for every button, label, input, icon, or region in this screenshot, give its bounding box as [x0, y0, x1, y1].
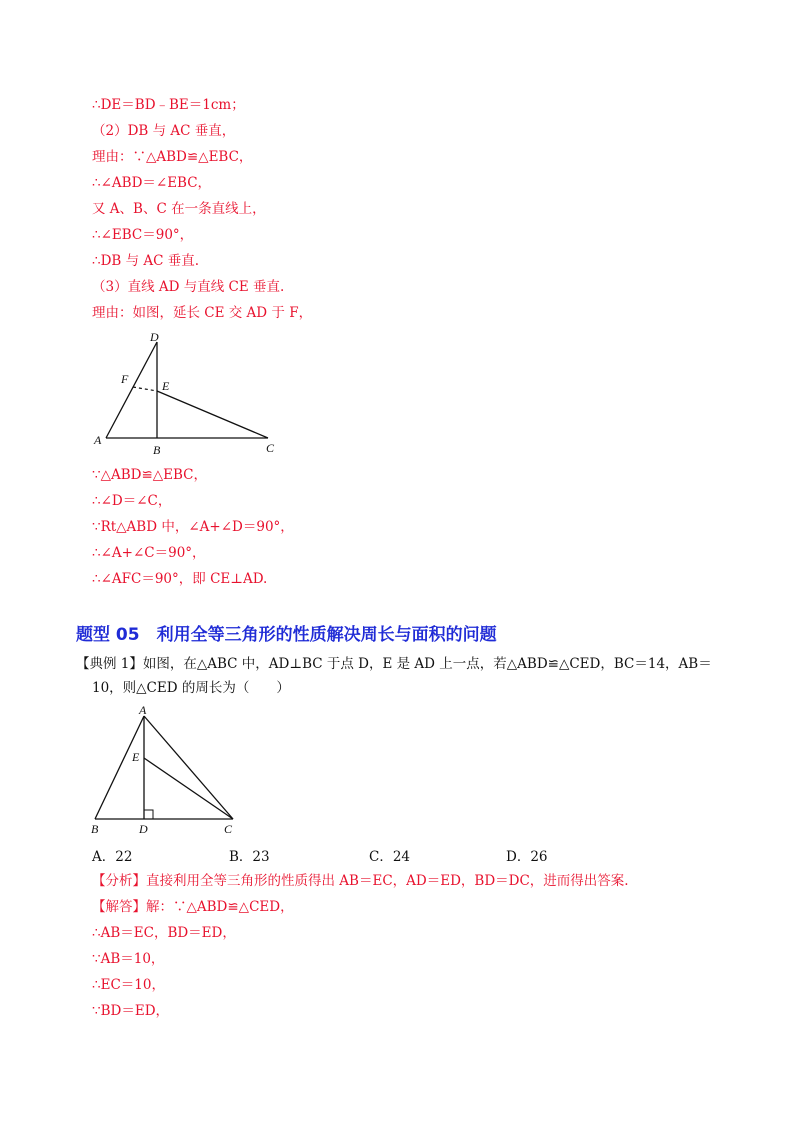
option-a[interactable]: A．22 [92, 849, 133, 865]
solution-line: 理由：∵△ABD≌△EBC， [92, 149, 253, 165]
point-label-f: F [121, 372, 129, 386]
example-question-line: 【典例 1】如图，在△ABC 中，AD⊥BC 于点 D，E 是 AD 上一点，若△ABD≌△CED，BC＝14，AB＝ [76, 656, 712, 672]
point-label-e: E [132, 750, 140, 764]
solution-line: 理由：如图，延长 CE 交 AD 于 F， [92, 305, 313, 321]
solution-line: ∴DE＝BD﹣BE＝1cm； [92, 97, 245, 113]
solution-line: ∵Rt△ABD 中，∠A+∠D＝90°， [92, 519, 294, 535]
solution-line: ∴∠A+∠C＝90°， [92, 545, 206, 561]
point-label-c: C [224, 822, 233, 836]
point-label-c: C [266, 441, 275, 455]
point-label-a: A [94, 433, 102, 447]
section-heading: 题型 05 利用全等三角形的性质解决周长与面积的问题 [76, 625, 497, 645]
solution-line: ∴∠AFC＝90°，即 CE⊥AD. [92, 571, 268, 587]
point-label-d: D [139, 822, 148, 836]
answer-line: ∴AB＝EC，BD＝ED， [92, 925, 236, 941]
point-label-d: D [150, 330, 159, 344]
solution-line: （3）直线 AD 与直线 CE 垂直. [92, 279, 285, 295]
option-d[interactable]: D．26 [506, 849, 548, 865]
solution-line: ∴DB 与 AC 垂直. [92, 253, 200, 269]
solution-line: ∴∠EBC＝90°， [92, 227, 194, 243]
example-question-line: 10，则△CED 的周长为（ ） [92, 680, 290, 696]
answer-line: 【解答】解：∵△ABD≌△CED， [92, 899, 294, 915]
point-label-b: B [153, 443, 161, 457]
option-c[interactable]: C．24 [369, 849, 411, 865]
option-b[interactable]: B．23 [229, 849, 270, 865]
answer-line: ∴EC＝10， [92, 977, 165, 993]
triangle-figure-1 [88, 328, 288, 460]
answer-line: ∵AB＝10， [92, 951, 165, 967]
point-label-a: A [139, 703, 147, 717]
triangle-figure-2 [86, 702, 246, 838]
solution-line: （2）DB 与 AC 垂直， [92, 123, 236, 139]
solution-line: ∴∠D＝∠C， [92, 493, 172, 509]
answer-line: ∵BD＝ED， [92, 1003, 170, 1019]
solution-line: ∴∠ABD＝∠EBC， [92, 175, 212, 191]
point-label-e: E [162, 379, 170, 393]
solution-line: 又 A、B、C 在一条直线上， [92, 201, 266, 217]
solution-line: ∵△ABD≌△EBC， [92, 467, 208, 483]
analysis-line: 【分析】直接利用全等三角形的性质得出 AB＝EC，AD＝ED，BD＝DC，进而得出答案. [92, 873, 629, 889]
point-label-b: B [91, 822, 99, 836]
